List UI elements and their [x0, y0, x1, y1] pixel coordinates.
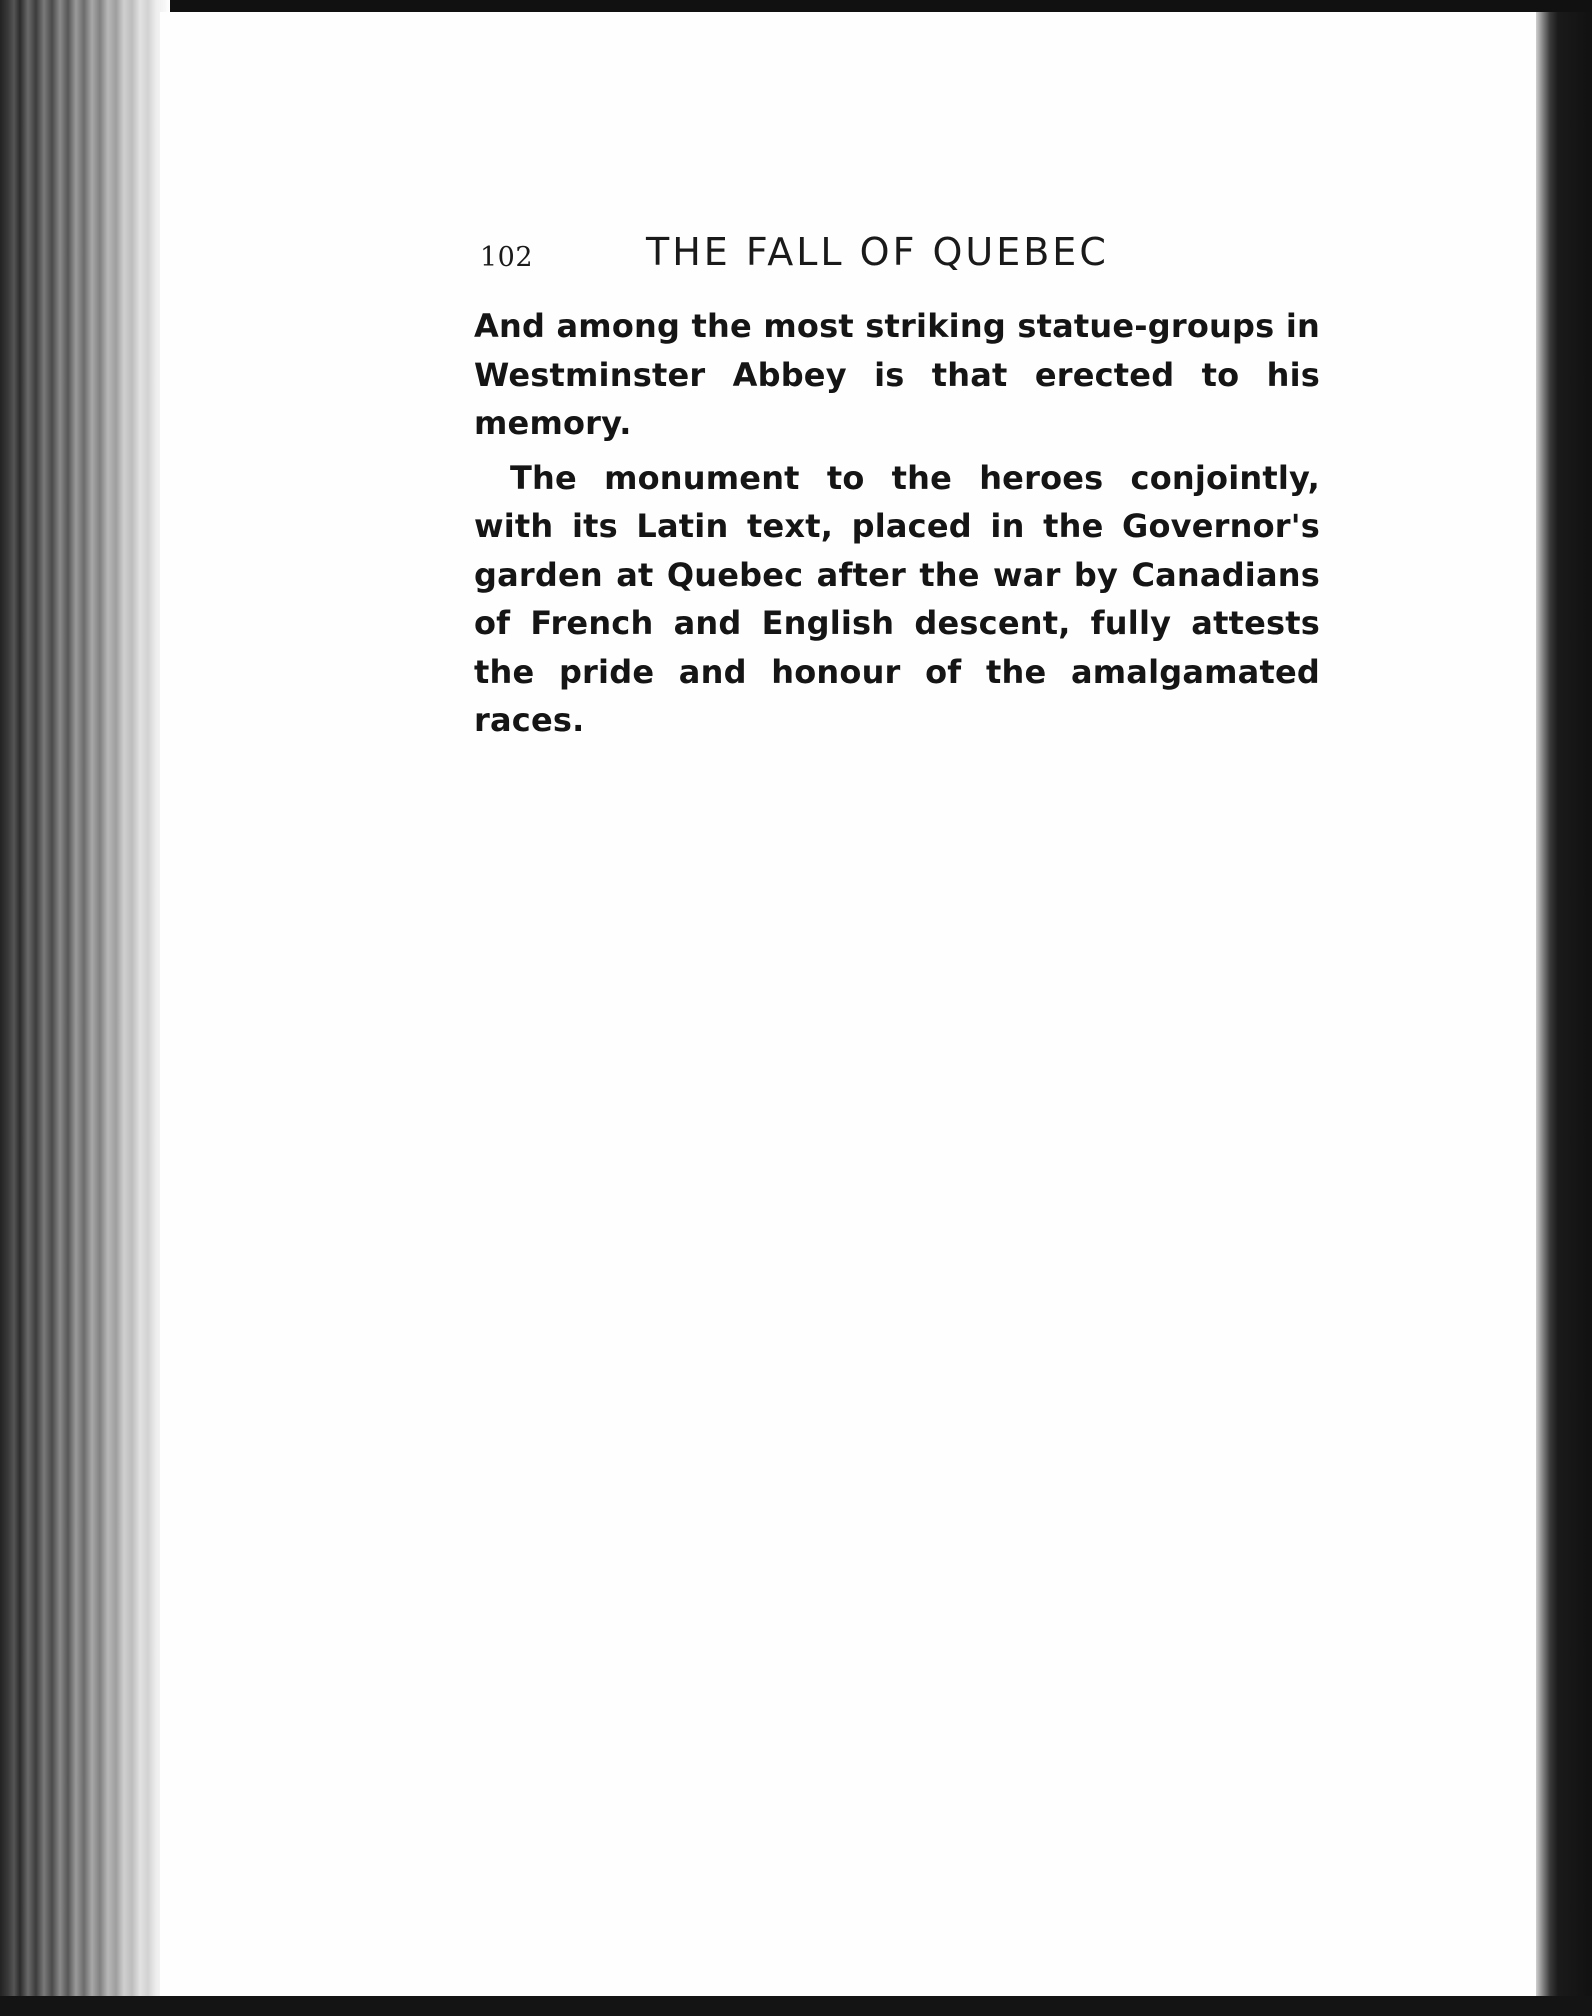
body-text [474, 302, 1320, 745]
page-number: 102 [480, 242, 534, 273]
paragraph-1: And among the most striking statue-groups in Westminster Abbey is that erected to his memory. [474, 307, 1320, 442]
book-page-edges [0, 0, 170, 2016]
book-right-edge [1536, 12, 1592, 2016]
scan-bottom-border [0, 1996, 1592, 2016]
book-title: THE FALL OF QUEBEC [646, 230, 1109, 274]
scan-top-border [0, 0, 1592, 12]
running-head [470, 230, 1330, 290]
paragraph-2: The monument to the heroes conjointly, with its Latin text, placed in the Governor's garden at Quebec after the war by Canadians of French and English descent, fully attests the pride and honour of the amalgamated races. [474, 458, 1320, 739]
